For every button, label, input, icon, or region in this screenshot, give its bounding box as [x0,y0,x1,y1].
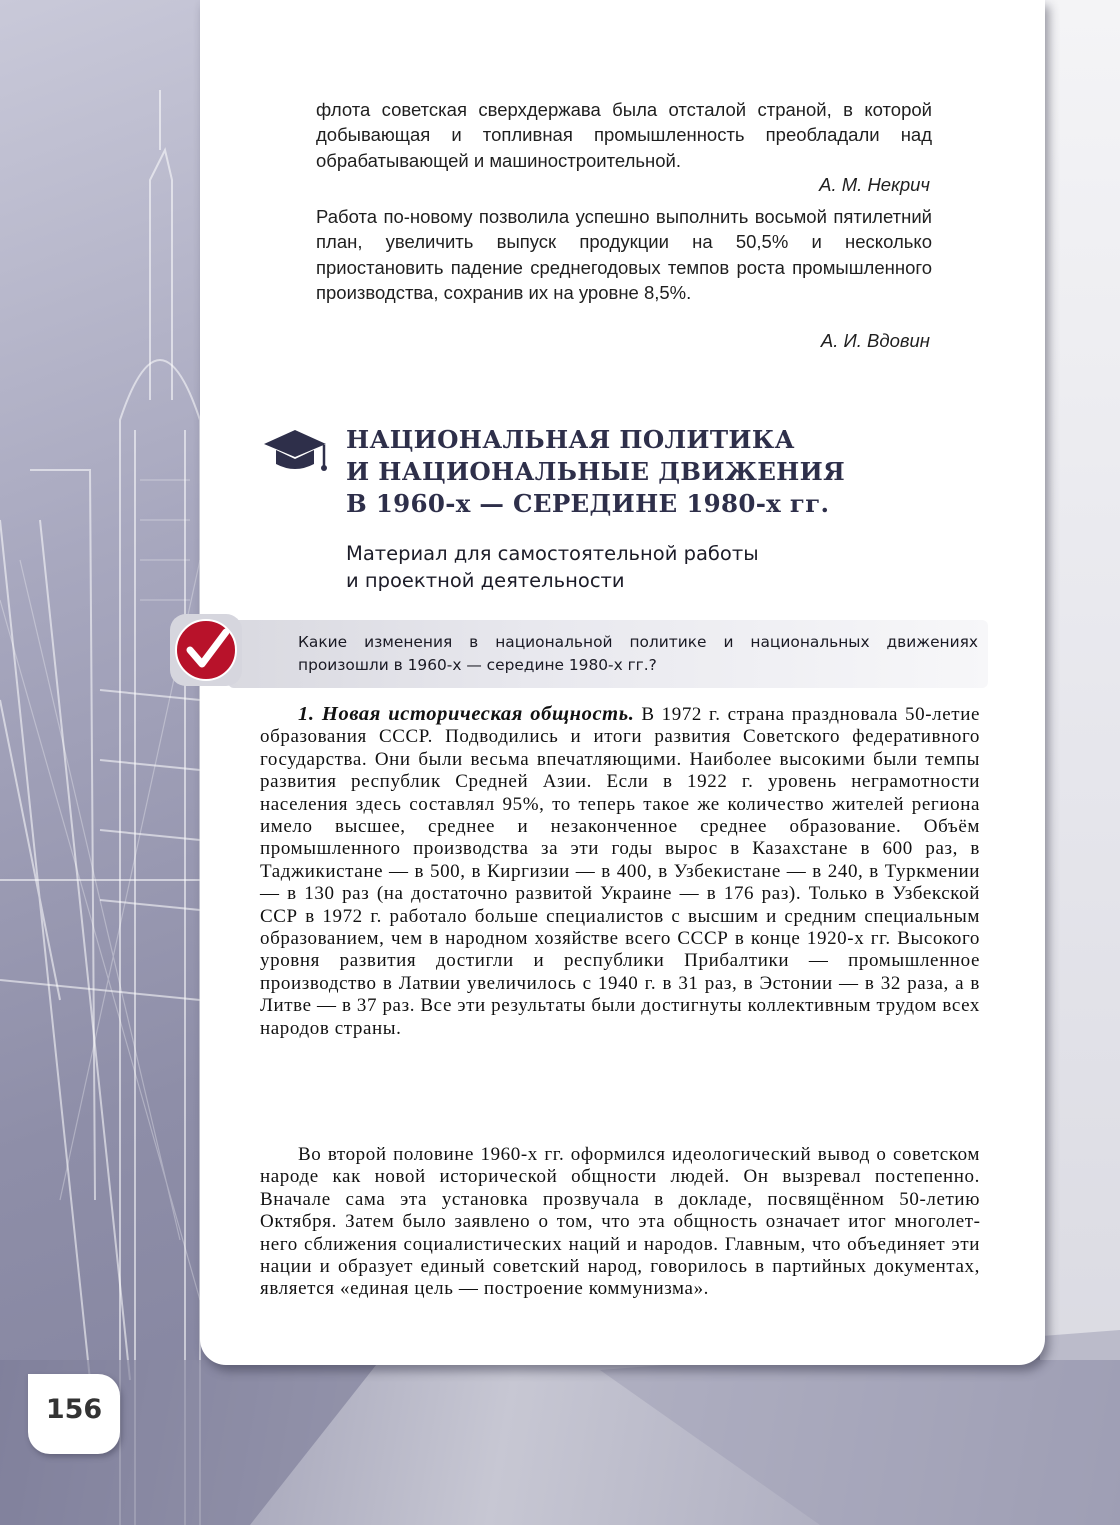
section-title: НАЦИОНАЛЬНАЯ ПОЛИТИКА И НАЦИОНАЛЬНЫЕ ДВИЖЕНИЯ В 1960-х — СЕРЕДИНЕ 1980-х гг. [346,425,845,518]
quote-text-2: Работа по-новому позволила успешно выполнить восьмой пятилетний план, увеличить выпуск продукции на 50,5% и несколько приостановить падение среднегодовых темпов роста промышленного производства, сохранив их на уровне 8,5%. [316,206,932,304]
paragraph-2-text: Во второй половине 1960-х гг. оформился идеологический вывод о советском народе как новой исторической общности людей. Он вызревал постепенно. Вначале сама эта установка прозвучала в докладе, посвящённом 50-летию Октября. Затем было заявлено о том, что эта общность означает итог многолетнего сближения социалистических наций и народов. Главным, что объединяет эти нации и образует единый советский народ, говорилось в партийных документах, является «единая цель — построение коммунизма». [260,1144,980,1300]
graduation-cap-icon [262,426,328,476]
question-text: Какие изменения в национальной политике и национальных движениях произошли в 1960-х — середине 1980-х гг.? [298,633,978,674]
page-number: 156 [45,1394,103,1425]
paragraph-2 [260,1144,980,1301]
quote-author-2: А. И. Вдовин [820,330,930,351]
quote-text-1: флота советская сверхдержава была отсталой страной, в которой добывающая и топливная промышленность преобладали над обрабатывающей и машиностроительной. [316,99,932,171]
paragraph-1-text: В 1972 г. страна праздновала 50-летие образования СССР. Подводились и итоги развития Советского федеративного государства. Они были весьма впечатляющими. Наиболее высокими были темпы развития республик Средней Азии. Если в 1922 г. уровень неграмотности населения здесь составлял 95%, то теперь такое же количество жителей региона имело высшее, среднее и незаконченное среднее образование. Объём промышленного производства за эти годы вырос в Казахстане в 600 раз, в Таджикистане — в 500, в Киргизии — в 400, в Узбекистане — в 240, в Туркмении — в 130 раз (на достаточно развитой Украине — в 176 раз). Только в Узбекской ССР в 1972 г. работало больше специалистов с высшим и средним специальным образованием, чем в народном хозяйстве всего СССР в конце 1920-х гг. Высокого уровня развития достигли и республики Прибалтики — промышленное производство в Латвии увеличилось с 1940 г. в 31 раз, в Эстонии — в 32 раза, а в Литве — в 37 раз. Все эти результаты были достигнуты коллективным трудом всех народов страны. [260,704,980,1039]
quote-author-1: А. М. Некрич [819,174,930,195]
paragraph-1 [260,703,980,1040]
paragraph-1-heading: 1. Новая историческая общность. [298,703,635,725]
section-subtitle: Материал для самостоятельной работы и проектной деятельности [346,542,759,592]
checkmark-icon [168,612,244,688]
